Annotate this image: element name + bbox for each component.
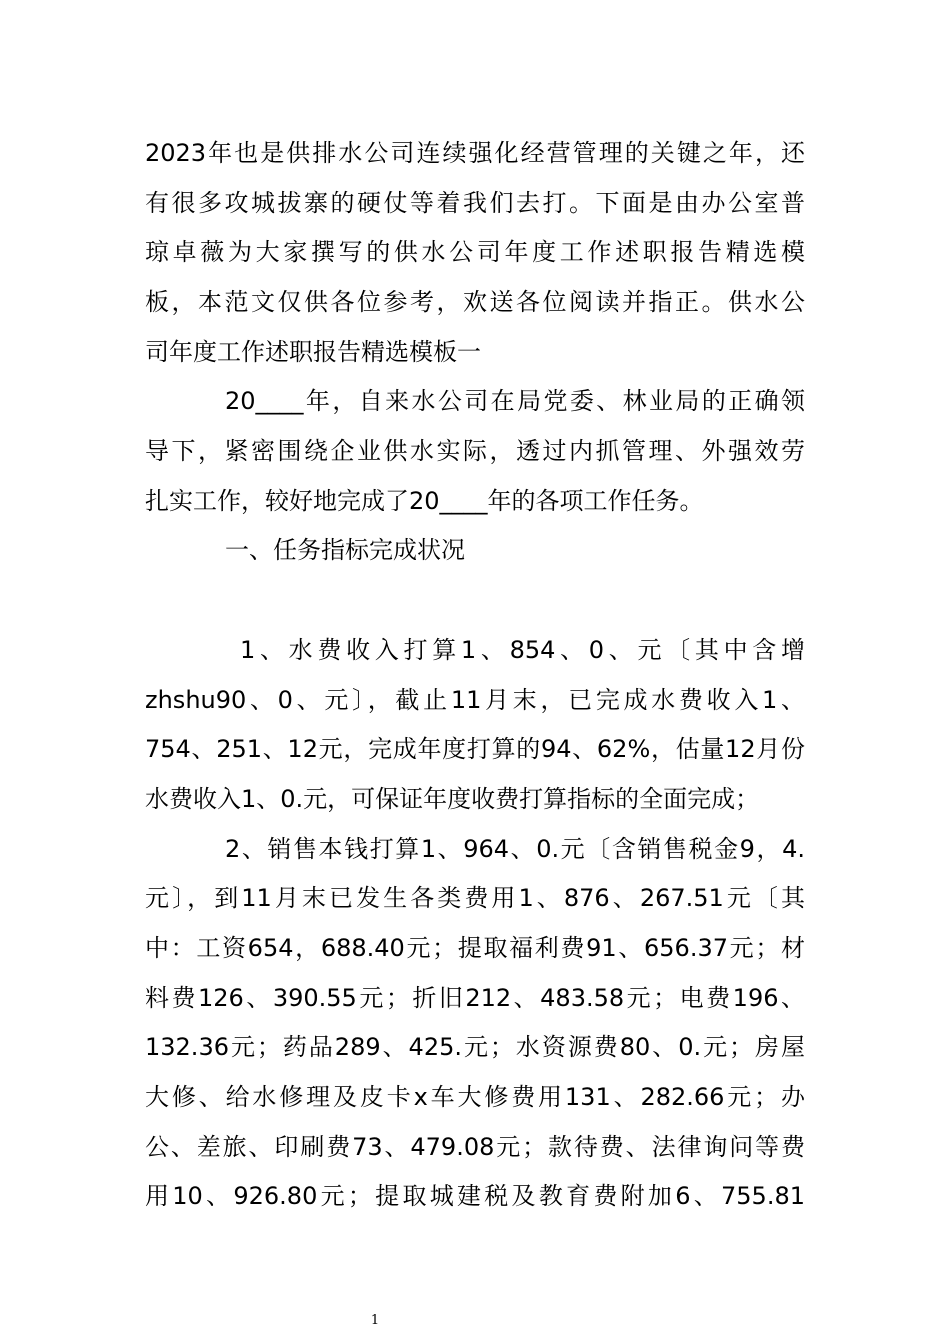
text-line-16: 中：工资654，688.40元；提取福利费91、656.37元；材	[145, 934, 805, 962]
text-line-15: 元〕，到11月末已发生各类费用1、876、267.51元〔其	[145, 884, 805, 912]
text-line-14: 2、销售本钱打算1、964、0.元〔含销售税金9，4.	[225, 835, 805, 863]
text-line-17: 料费126、390.55元；折旧212、483.58元；电费196、	[145, 984, 805, 1012]
text-line-5: 司年度工作述职报告精选模板一	[145, 338, 481, 366]
text-line-6: 20____年，自来水公司在局党委、林业局的正确领	[225, 387, 805, 415]
text-line-19: 大修、给水修理及皮卡x车大修费用131、282.66元；办	[145, 1083, 805, 1111]
text-line-20: 公、差旅、印刷费73、479.08元；款待费、法律询问等费	[145, 1133, 805, 1161]
page-number: 1	[370, 1313, 380, 1328]
text-line-10: 1、水费收入打算1、854、0、元〔其中含增	[240, 636, 805, 664]
text-line-12: 754、251、12元，完成年度打算的94、62%，估量12月份	[145, 735, 805, 763]
text-line-2: 有很多攻城拔寨的硬仗等着我们去打。下面是由办公室普	[145, 189, 805, 217]
text-line-4: 板，本范文仅供各位参考，欢送各位阅读并指正。供水公	[145, 288, 805, 316]
text-line-13: 水费收入1、0.元，可保证年度收费打算指标的全面完成；	[145, 785, 760, 813]
text-line-1: 2023年也是供排水公司连续强化经营管理的关键之年，还	[145, 139, 805, 167]
text-line-7: 导下，紧密围绕企业供水实际，透过内抓管理、外强效劳	[145, 437, 805, 465]
text-line-18: 132.36元；药品289、425.元；水资源费80、0.元；房屋	[145, 1033, 805, 1061]
text-line-21: 用10、926.80元；提取城建税及教育费附加6、755.81	[145, 1182, 805, 1210]
text-line-3: 琼卓薇为大家撰写的供水公司年度工作述职报告精选模	[145, 238, 805, 266]
section-heading: 一、任务指标完成状况	[225, 536, 465, 564]
text-line-8: 扎实工作，较好地完成了20____年的各项工作任务。	[145, 487, 704, 515]
text-line-11: zhshu90、0、元〕，截止11月末，已完成水费收入1、	[145, 686, 805, 714]
